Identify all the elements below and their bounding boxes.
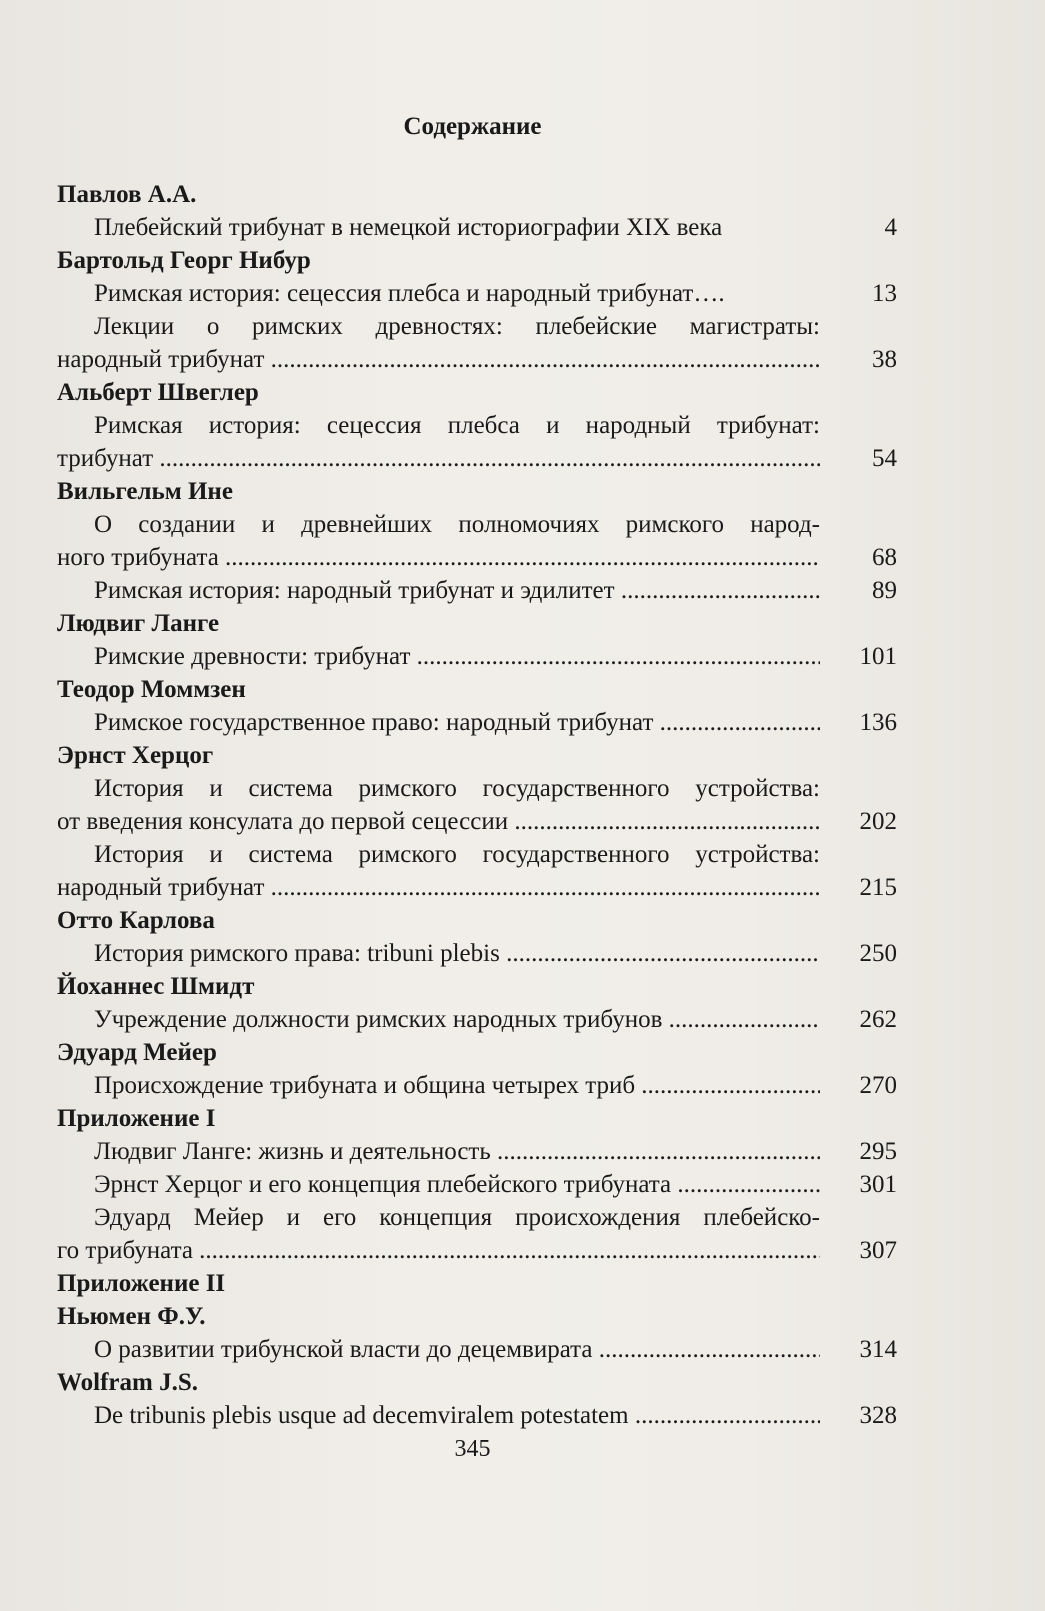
page-title: Содержание: [403, 113, 542, 140]
toc-entry-title-text: Людвиг Ланге: жизнь и деятельность: [94, 1138, 491, 1165]
toc-page-number: 328: [859, 1402, 897, 1429]
toc-author: Приложение I: [57, 1105, 216, 1132]
toc-author: Людвиг Ланге: [57, 610, 220, 637]
toc-entry-title-line1: История и система римского государственного устройства:: [94, 841, 820, 868]
leader-dots: [635, 1072, 820, 1099]
toc-entry-title: [57, 1168, 820, 1201]
toc-entry-title-line1: История и система римского государственного устройства:: [94, 775, 820, 802]
toc-entry: [57, 277, 897, 310]
toc-entry: [57, 937, 897, 970]
toc-entry: [57, 1069, 897, 1102]
toc-page-number: 250: [859, 940, 897, 967]
toc-page-number: 136: [859, 709, 897, 736]
toc-entry-title-text: Плебейский трибунат в немецкой историографии XIX века: [94, 214, 723, 241]
toc-entry: [57, 409, 897, 475]
toc-entry-title-line1: О создании и древнейших полномочиях римского народ-: [94, 511, 820, 538]
toc-author: Вильгельм Ине: [57, 478, 233, 505]
toc-entry-title-text: Римские древности: трибунат: [94, 643, 411, 670]
leader-dots: [153, 445, 820, 472]
toc-entry-title-line2: [57, 1234, 820, 1267]
toc-entry-title-text: Римская история: сецессия плебса и народный трибунат….: [94, 280, 725, 307]
leader-dots: [508, 808, 820, 835]
leader-dots: [491, 1138, 820, 1165]
toc-entry-title: [57, 1003, 820, 1036]
toc-entry-title: [57, 211, 820, 244]
toc-page-number: 270: [859, 1072, 897, 1099]
toc-entry: [57, 574, 897, 607]
toc-entry-title-line2: [57, 871, 820, 904]
toc-entry-title-line1: Эдуард Мейер и его концепция происхождения плебейско-: [94, 1204, 820, 1231]
leader-dots: [593, 1336, 821, 1363]
leader-dots: [629, 1402, 820, 1429]
leader-dots: [500, 940, 820, 967]
toc-entry-title-text: трибунат: [57, 445, 154, 472]
toc-entry-title-text: De tribunis plebis usque ad decemviralem potestatem: [94, 1402, 629, 1429]
leader-dots: [671, 1171, 820, 1198]
toc-entry: [57, 706, 897, 739]
toc-entry-title: [57, 277, 820, 310]
toc-entry-title-text: Эрнст Херцог и его концепция плебейского трибуната: [94, 1171, 672, 1198]
toc-entry-title-text: ного трибуната: [57, 544, 219, 571]
toc-author: Теодор Моммзен: [57, 676, 246, 703]
toc-entry-title-line2: [57, 805, 820, 838]
toc-entry-title-text: Римское государственное право: народный трибунат: [94, 709, 654, 736]
toc-entry-title-line1: Римская история: сецессия плебса и народный трибунат:: [94, 412, 820, 439]
toc-entry-title-line1: Лекции о римских древностях: плебейские магистраты:: [94, 313, 820, 340]
toc-entry-title: [57, 1399, 820, 1432]
toc-entry-title-text: Происхождение трибуната и община четырех триб: [94, 1072, 636, 1099]
toc-entry: [57, 1003, 897, 1036]
toc-page-number: 295: [859, 1138, 897, 1165]
toc-entry-title-text: го трибуната: [57, 1237, 193, 1264]
toc-entry-title-text: от введения консулата до первой сецессии: [57, 808, 509, 835]
toc-author: Эдуард Мейер: [57, 1039, 217, 1066]
toc-entry-title: [57, 1333, 820, 1366]
toc-author: Ньюмен Ф.У.: [57, 1303, 206, 1330]
toc-page-number: 301: [859, 1171, 897, 1198]
toc-page-number: 215: [859, 874, 897, 901]
leader-dots: [264, 346, 820, 373]
leader-dots: [615, 577, 820, 604]
toc-entry-title-line2: [57, 541, 820, 574]
leader-dots: [410, 643, 820, 670]
toc-entry-title: [57, 1069, 820, 1102]
toc-entry-title: [57, 706, 820, 739]
toc-entry: [57, 1168, 897, 1201]
toc-entry-title: [57, 1135, 820, 1168]
toc-entry-title: [57, 937, 820, 970]
toc-author: Павлов А.А.: [57, 181, 197, 208]
toc-entry-title-line2: [57, 442, 820, 475]
leader-dots: [662, 1006, 820, 1033]
table-of-contents: [57, 178, 897, 1432]
toc-entry-title: [57, 574, 820, 607]
leader-dots: [219, 544, 820, 571]
toc-entry: [57, 1201, 897, 1267]
toc-page-number: 307: [859, 1237, 897, 1264]
toc-author: Бартольд Георг Нибур: [57, 247, 311, 274]
toc-entry: [57, 838, 897, 904]
toc-page-number: 89: [872, 577, 897, 604]
toc-page-number: 13: [872, 280, 897, 307]
toc-entry-title-text: О развитии трибунской власти до децемвирата: [94, 1336, 593, 1363]
toc-author: Альберт Швеглер: [57, 379, 259, 406]
toc-entry-title: [57, 640, 820, 673]
toc-page-number: 38: [872, 346, 897, 373]
leader-dots: [653, 709, 820, 736]
toc-entry: [57, 508, 897, 574]
toc-page-number: 314: [859, 1336, 897, 1363]
toc-entry: [57, 211, 897, 244]
toc-author: Приложение II: [57, 1270, 226, 1297]
toc-entry: [57, 772, 897, 838]
toc-entry-title-line2: [57, 343, 820, 376]
leader-dots: [264, 874, 820, 901]
toc-page-number: 4: [884, 214, 897, 241]
toc-author: Wolfram J.S.: [57, 1369, 198, 1396]
toc-entry: [57, 1333, 897, 1366]
toc-entry: [57, 640, 897, 673]
toc-page-number: 68: [872, 544, 897, 571]
toc-entry-title-text: Учреждение должности римских народных трибунов: [94, 1006, 663, 1033]
toc-author: Отто Карлова: [57, 907, 215, 934]
toc-page-number: 54: [872, 445, 897, 472]
toc-entry: [57, 310, 897, 376]
toc-entry: [57, 1399, 897, 1432]
toc-entry-title-text: История римского права: tribuni plebis: [94, 940, 500, 967]
toc-author: Йоханнес Шмидт: [57, 973, 255, 1000]
toc-entry-title-text: народный трибунат: [57, 346, 265, 373]
toc-entry-title-text: Римская история: народный трибунат и эдилитет: [94, 577, 615, 604]
page-number: 345: [454, 1436, 491, 1462]
leader-dots: [193, 1237, 820, 1264]
toc-page-number: 101: [859, 643, 897, 670]
toc-entry: [57, 1135, 897, 1168]
toc-page-number: 262: [859, 1006, 897, 1033]
toc-author: Эрнст Херцог: [57, 742, 214, 769]
toc-page-number: 202: [859, 808, 897, 835]
toc-entry-title-text: народный трибунат: [57, 874, 265, 901]
